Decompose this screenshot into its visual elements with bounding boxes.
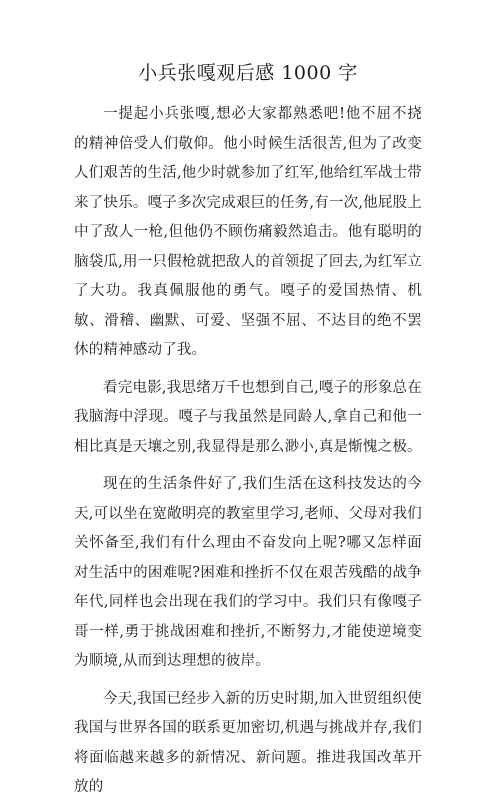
- paragraph-2: 看完电影,我思绪万千也想到自己,嘎子的形象总在我脑海中浮现。嘎子与我虽然是同龄人,拿自己和他一相比真是天壤之别,我显得是那么渺小,真是惭愧之极。: [74, 379, 422, 455]
- paragraph-1: 一提起小兵张嘎,想必大家都熟悉吧!他不屈不挠的精神倍受人们敬仰。他小时候生活很苦,但为了改变人们艰苦的生活,他少时就参加了红军,他给红军战士带来了快乐。嘎子多次完成艰巨的任务,有一次,他屁股上中了敌人一枪,但他仍不顾伤痛毅然追击。他有聪明的脑袋瓜,用一只假枪就把敌人的首领捉了回去,为红军立了大功。我真佩服他的勇气。嘎子的爱国热情、机敏、滑稽、幽默、可爱、坚强不屈、不达目的绝不罢休的精神感动了我。: [74, 106, 422, 358]
- document-title: 小兵张嘎观后感 1000 字: [138, 62, 358, 84]
- paragraph-3: 现在的生活条件好了,我们生活在这科技发达的今天,可以坐在宽敞明亮的教室里学习,老师、父母对我们关怀备至,我们有什么理由不奋发向上呢?哪又怎样面对生活中的困难呢?困难和挫折不仅在艰苦残酷的战争年代,同样也会出现在我们的学习中。我们只有像嘎子哥一样,勇于挑战困难和挫折,不断努力,才能使逆境变为顺境,从而到达理想的彼岸。: [74, 476, 422, 669]
- paragraph-4: 今天,我国已经步入新的历史时期,加入世贸组织使我国与世界各国的联系更加密切,机遇与挑战并存,我们将面临越来越多的新情况、新问题。推进我国改革开放的: [74, 690, 422, 795]
